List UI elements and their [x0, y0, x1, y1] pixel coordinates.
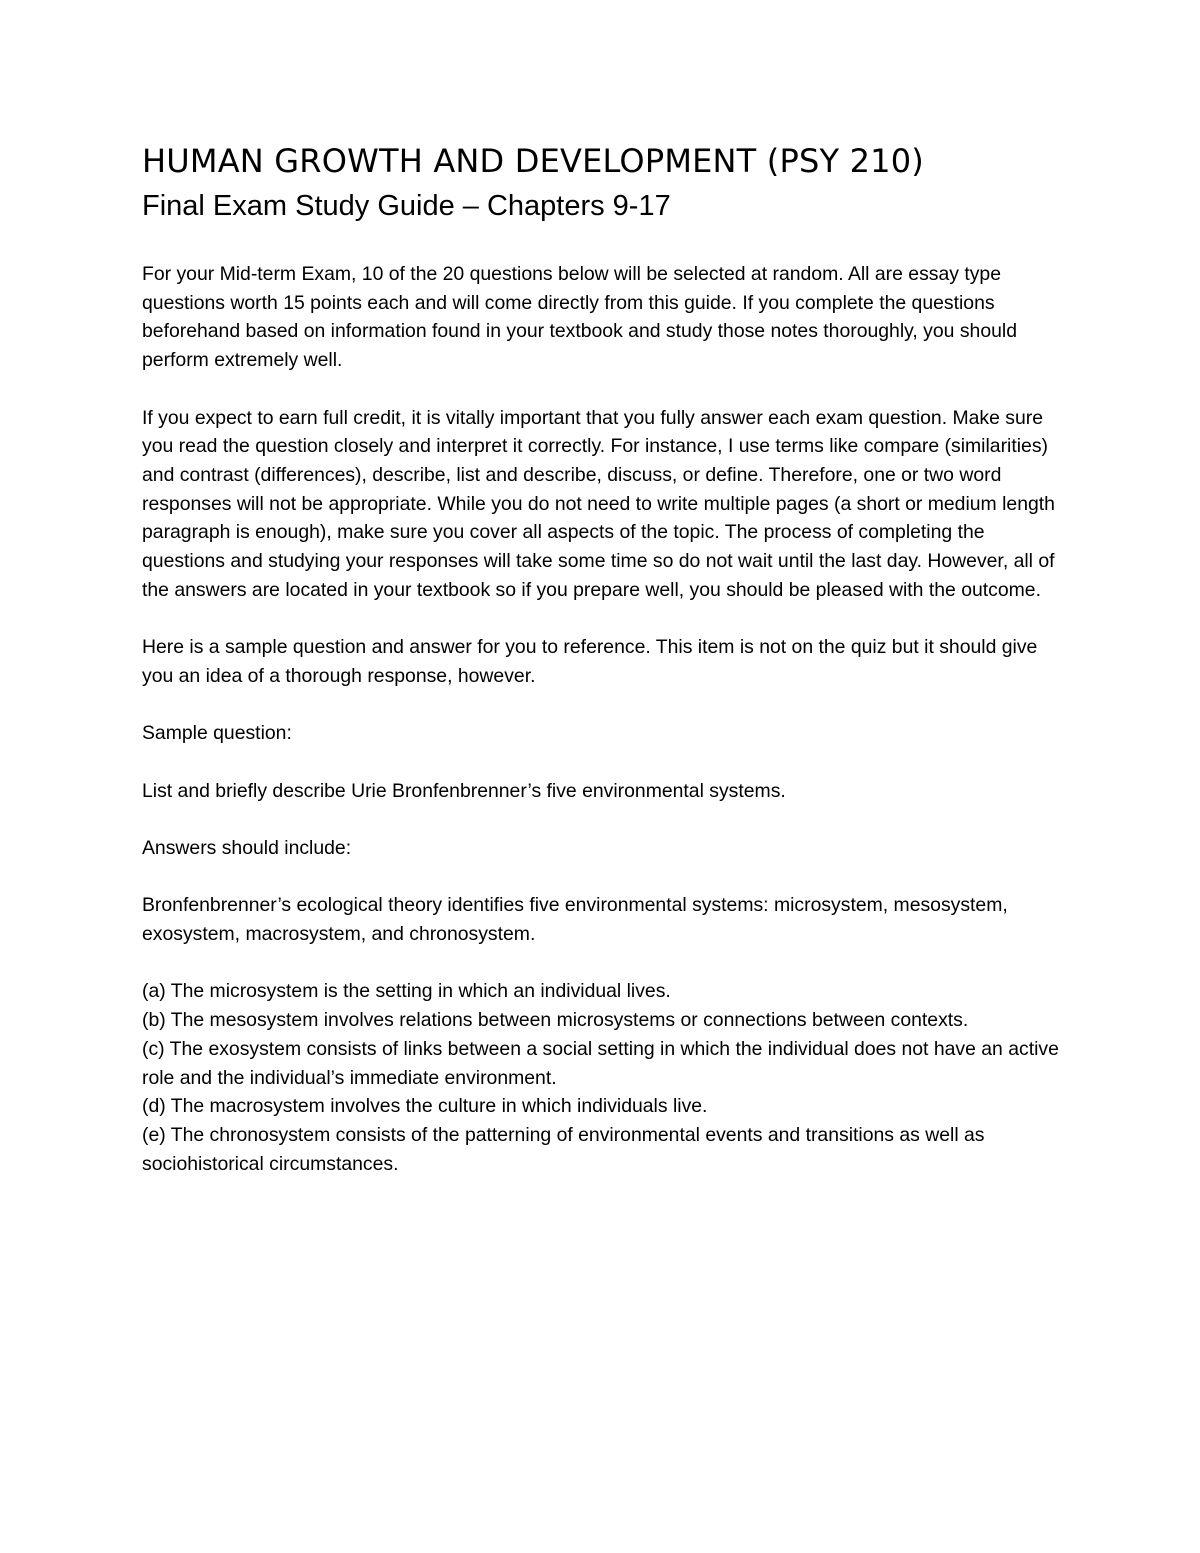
answer-summary: Bronfenbrenner’s ecological theory identifies five environmental systems: microsystem, mesosystem, exosystem, macrosystem, and chronosystem.: [142, 894, 1008, 946]
document-body: [142, 260, 1067, 1178]
intro-paragraph: For your Mid-term Exam, 10 of the 20 questions below will be selected at random. All are essay type questions worth 15 points each and will come directly from this guide. If you complete the questions beforehand based on information found in your textbook and study those notes thoroughly, you should perform extremely well.: [142, 263, 1017, 372]
answer-item-b: (b) The mesosystem involves relations between microsystems or connections between contexts.: [142, 1009, 969, 1032]
sample-intro-paragraph: Here is a sample question and answer for you to reference. This item is not on the quiz but it should give you an idea of a thorough response, however.: [142, 636, 1038, 687]
document-content: [142, 138, 1067, 1178]
answer-item-e: (e) The chronosystem consists of the patterning of environmental events and transitions as well as sociohistorical circumstances.: [142, 1123, 985, 1175]
instructions-paragraph: If you expect to earn full credit, it is vitally important that you fully answer each exam question. Make sure you read the question closely and interpret it correctly. For instance, I use terms like compare (similarities) and contrast (differences), describe, list and describe, discuss, or define. Therefore, one or two word responses will not be appropriate. While you do not need to write multiple pages (a short or medium length paragraph is enough), make sure you cover all aspects of the topic. The process of completing the questions and studying your responses will take some time so do not wait until the last day. However, all of the answers are located in your textbook so if you prepare well, you should be pleased with the outcome.: [142, 406, 1055, 601]
document-subtitle: Final Exam Study Guide – Chapters 9-17: [142, 190, 671, 222]
sample-question-text: List and briefly describe Urie Bronfenbrenner’s five environmental systems.: [142, 779, 786, 802]
answer-item-a: (a) The microsystem is the setting in which an individual lives.: [142, 980, 671, 1003]
answer-item-c: (c) The exosystem consists of links between a social setting in which the individual does not have an active role and the individual’s immediate environment.: [142, 1037, 1059, 1089]
answer-item-d: (d) The macrosystem involves the culture in which individuals live.: [142, 1095, 708, 1118]
sample-question-label: Sample question:: [142, 722, 292, 745]
answer-list: [142, 977, 1067, 1178]
answers-label: Answers should include:: [142, 836, 352, 859]
document-title: HUMAN GROWTH AND DEVELOPMENT (PSY 210): [142, 142, 924, 180]
